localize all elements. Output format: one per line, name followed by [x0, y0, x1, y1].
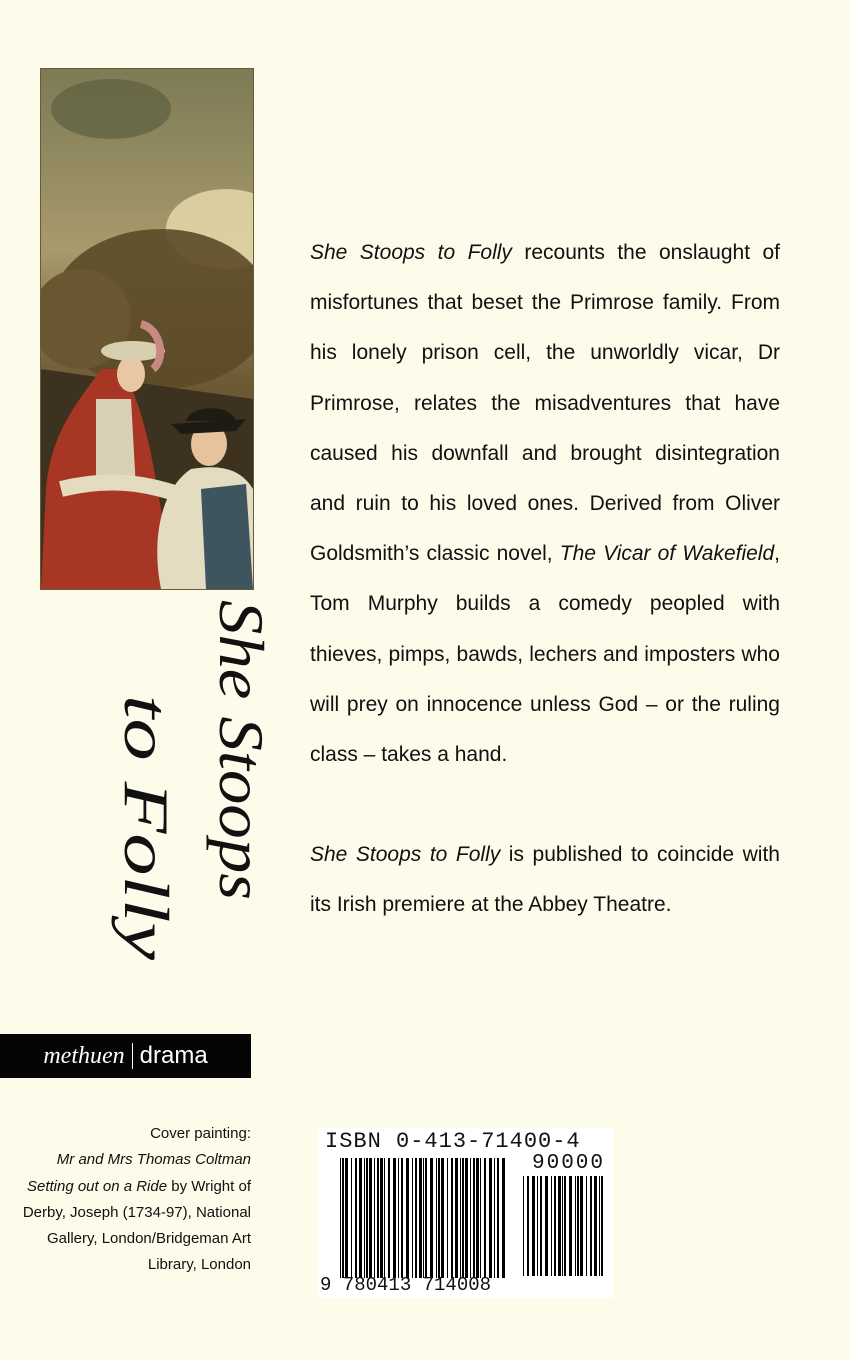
- barcode-bar: [423, 1158, 424, 1278]
- barcode-bar: [502, 1158, 505, 1278]
- credit-label: Cover painting:: [150, 1125, 251, 1142]
- barcode-bar: [523, 1176, 524, 1276]
- barcode-bar: [462, 1158, 464, 1278]
- barcode-bar: [594, 1176, 597, 1276]
- barcode-bar: [532, 1176, 535, 1276]
- spine-title: [45, 600, 277, 960]
- barcode-bar: [562, 1176, 563, 1276]
- barcode-bar: [545, 1176, 548, 1276]
- barcode-bar: [425, 1158, 427, 1278]
- barcode-bar: [497, 1158, 499, 1278]
- barcode: [318, 1128, 613, 1298]
- barcode-bar: [580, 1176, 583, 1276]
- barcode-bar: [377, 1158, 379, 1278]
- blurb-text-1a: recounts the onslaught of misfortunes that beset the Primrose family. From his lonely prison cell, the unworldly vicar, Dr Primrose, relates the misadventures that have caused his downfall and brought disintegration and ruin to his loved ones. Derived from Oliver Goldsmith’s classic novel,: [310, 241, 780, 566]
- barcode-bar: [430, 1158, 433, 1278]
- credit-painting-title: Mr and Mrs Thomas Coltman Setting out on a Ride: [26, 1151, 251, 1195]
- barcode-bar: [551, 1176, 552, 1276]
- blurb-text-2: is published to coincide with its Irish premiere at the Abbey Theatre.: [310, 843, 780, 917]
- barcode-bar: [484, 1158, 486, 1278]
- barcode-bar: [366, 1158, 368, 1278]
- publisher-divider: [132, 1043, 133, 1069]
- title-line-1: She Stoops: [206, 600, 277, 880]
- barcode-bar: [374, 1158, 375, 1278]
- blurb-novel-title: The Vicar of Wakefield: [559, 542, 775, 566]
- barcode-bar: [489, 1158, 492, 1278]
- credit-text: by Wright of Derby, Joseph (1734-97), National Gallery, London/Bridgeman Art Library, London: [22, 1177, 251, 1274]
- barcode-bar: [540, 1176, 542, 1276]
- publisher-imprint: drama: [139, 1042, 208, 1069]
- barcode-bar: [465, 1158, 468, 1278]
- blurb-text-1b: , Tom Murphy builds a comedy peopled with thieves, pimps, bawds, lechers and imposters who will prey on innocence unless God – or the ruling class – takes a hand.: [310, 542, 780, 767]
- barcode-bar: [345, 1158, 348, 1278]
- barcode-bar: [380, 1158, 383, 1278]
- cover-painting: [40, 68, 254, 590]
- barcode-bar: [599, 1176, 600, 1276]
- barcode-bar: [388, 1158, 390, 1278]
- barcode-bar: [537, 1176, 538, 1276]
- barcode-bar: [577, 1176, 579, 1276]
- blurb-paragraph-1: [310, 228, 780, 780]
- barcode-bar: [451, 1158, 453, 1278]
- barcode-bar: [460, 1158, 461, 1278]
- blurb: [310, 228, 780, 931]
- blurb-title-2: She Stoops to Folly: [310, 843, 501, 867]
- isbn-text: ISBN 0-413-71400-4: [325, 1129, 581, 1154]
- blurb-title-1: She Stoops to Folly: [310, 241, 512, 264]
- barcode-bar: [480, 1158, 481, 1278]
- barcode-bar: [470, 1158, 471, 1278]
- barcode-bar: [447, 1158, 448, 1278]
- barcode-bar: [342, 1158, 344, 1278]
- barcode-bar: [494, 1158, 495, 1278]
- barcode-bar: [476, 1158, 479, 1278]
- barcode-bar: [412, 1158, 413, 1278]
- barcode-bar: [384, 1158, 385, 1278]
- barcode-bar: [419, 1158, 422, 1278]
- barcode-bar: [415, 1158, 417, 1278]
- barcode-bar: [393, 1158, 396, 1278]
- barcode-bar: [438, 1158, 440, 1278]
- barcode-bar: [590, 1176, 592, 1276]
- ean-number: 9 780413 714008: [320, 1274, 492, 1296]
- barcode-bar: [601, 1176, 603, 1276]
- barcode-bar: [586, 1176, 587, 1276]
- blurb-paragraph-2: [310, 830, 780, 930]
- barcode-bar: [441, 1158, 444, 1278]
- price-code: 90000: [531, 1152, 605, 1175]
- barcode-bar: [575, 1176, 576, 1276]
- barcode-bars: [318, 1128, 613, 1298]
- barcode-bar: [436, 1158, 437, 1278]
- barcode-bar: [554, 1176, 556, 1276]
- barcode-bar: [340, 1158, 341, 1278]
- publisher-name: methuen: [43, 1042, 125, 1069]
- barcode-bar: [401, 1158, 403, 1278]
- barcode-bar: [558, 1176, 561, 1276]
- barcode-bar: [473, 1158, 475, 1278]
- cover-credit: [20, 1121, 251, 1279]
- barcode-bar: [351, 1158, 352, 1278]
- barcode-bar: [527, 1176, 529, 1276]
- barcode-bar: [355, 1158, 357, 1278]
- barcode-bar: [369, 1158, 372, 1278]
- barcode-bar: [359, 1158, 362, 1278]
- title-line-2: to Folly: [111, 695, 182, 896]
- barcode-bar: [398, 1158, 399, 1278]
- publisher-logo: [0, 1034, 251, 1078]
- barcode-bar: [364, 1158, 365, 1278]
- barcode-bar: [455, 1158, 458, 1278]
- barcode-bar: [569, 1176, 572, 1276]
- barcode-bar: [564, 1176, 566, 1276]
- barcode-bar: [406, 1158, 409, 1278]
